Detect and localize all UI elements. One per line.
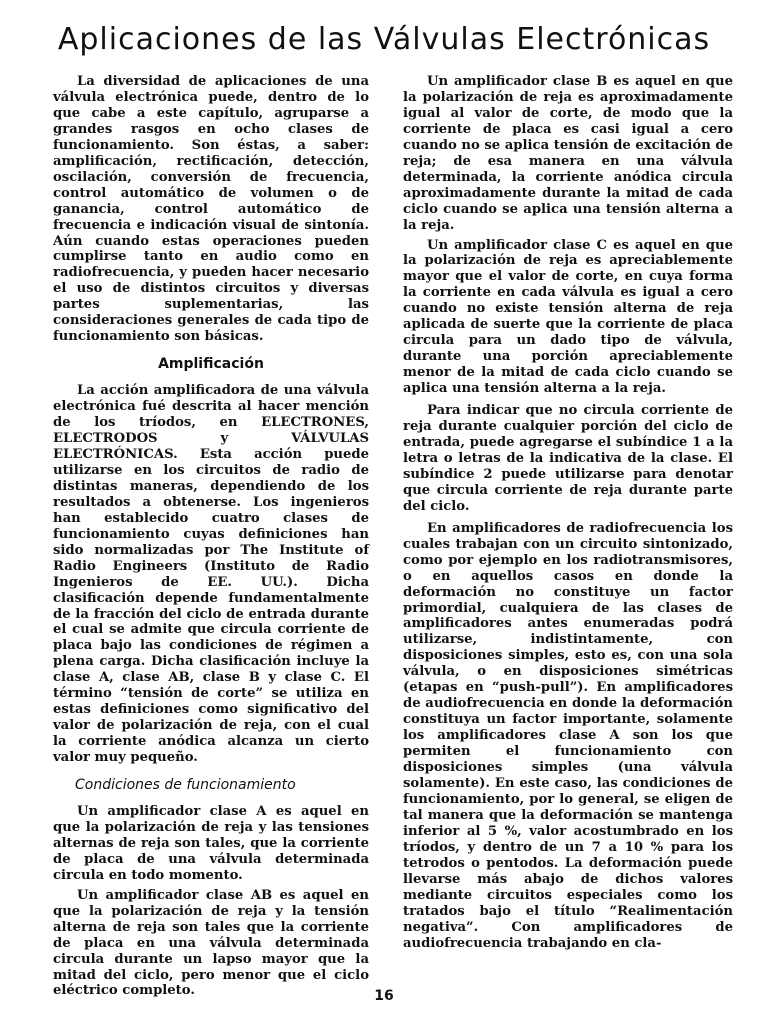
page-title: Aplicaciones de las Válvulas Electrónicas: [57, 22, 711, 57]
section-heading-condiciones: Condiciones de funcionamiento: [75, 777, 296, 794]
amplificacion-paragraph: La acción amplificadora de una válvula electrónica fué descrita al hacer mención de los tríodos, en ELECTRONES, ELECTRODOS y VÁLVULAS ELECTRÓNICAS. Esta acción puede utilizarse en los circuitos de radio de distintas maneras, dependiendo de los resultados a obtenerse. Los ingenieros han establecido cuatro clases de funcionamiento cuyas definiciones han sido normalizadas por The Institute of Radio Engineers (Instituto de Radio Ingenieros de EE. UU.). Dicha clasificación depende fundamentalmente de la fracción del ciclo de entrada durante el cual se admite que circula corriente de placa bajo las condiciones de régimen a plena carga. Dicha clasificación incluye la clase A, clase AB, clase B y clase C. El término “tensión de corte” se utiliza en estas definiciones como significativo del valor de polarización de reja, con el cual la corriente anódica alcanza un cierto valor muy pequeño.: [53, 383, 369, 766]
clase-a-paragraph: Un amplificador clase A es aquel en que la polarización de reja y las tensiones alternas de reja son tales, que la corriente de placa de una válvula determinada circula en todo momento.: [53, 803, 369, 883]
clase-b-paragraph: Un amplificador clase B es aquel en que la polarización de reja es aproximadamente igual al valor de corte, de modo que la corriente de placa es casi igual a cero cuando no se aplica tensión de excitación de reja; de esa manera en una válvula determinada, la corriente anódica circula aproximadamente durante la mitad de cada ciclo cuando se aplica una tensión alterna a la reja.: [403, 74, 733, 233]
left-column: [53, 74, 369, 1005]
clase-ab-paragraph: Un amplificador clase AB es aquel en que la polarización de reja y la tensión alterna de reja son tales que la corriente de placa en una válvula determinada circula durante un lapso mayor que la mitad del ciclo, pero menor que el ciclo eléctrico completo.: [53, 887, 369, 999]
intro-paragraph: La diversidad de aplicaciones de una válvula electrónica puede, dentro de lo que cabe a este capítulo, agruparse a grandes rasgos en ocho clases de funcionamiento. Son éstas, a saber: amplificación, rectificación, detección, oscilación, conversión de frecuencia, control automático de volumen o de ganancia, control automático de frecuencia e indicación visual de sintonía. Aún cuando estas operaciones pueden cumplirse tanto en audio como en radiofrecuencia, y pueden hacer necesario el uso de distintos circuitos y diversas partes suplementarias, las consideraciones generales de cada tipo de funcionamiento son básicas.: [53, 74, 369, 345]
subindice-paragraph: Para indicar que no circula corriente de reja durante cualquier porción del ciclo de entrada, puede agregarse el subíndice 1 a la letra o letras de la indicativa de la clase. El subíndice 2 puede utilizarse para denotar que circula corriente de reja durante parte del ciclo.: [403, 403, 733, 514]
page-number: 16: [374, 988, 394, 1004]
section-heading-amplificacion: Amplificación: [158, 356, 264, 373]
clase-c-paragraph: Un amplificador clase C es aquel en que la polarización de reja es apreciablemente mayor que el valor de corte, en cuya forma la corriente en cada válvula es igual a cero cuando no existe tensión alterna de reja aplicada de suerte que la corriente de placa circula para un dado tipo de válvula, durante una porción apreciablemente menor de la mitad de cada ciclo cuando se aplica una tensión alterna a la reja.: [403, 237, 733, 397]
radiofrecuencia-paragraph: En amplificadores de radiofrecuencia los cuales trabajan con un circuito sintonizado, como por ejemplo en los radiotransmisores, o en aquellos casos en donde la deformación no constituye un factor primordial, cualquiera de las clases de amplificadores antes enumeradas podrá utilizarse, indistintamente, con disposiciones simples, esto es, con una sola válvula, o en disposiciones simétricas (etapas en “push-pull”). En amplificadores de audiofrecuencia en donde la deformación constituya un factor importante, solamente los amplificadores clase A son los que permiten el funcionamiento con disposiciones simples (una válvula solamente). En este caso, las condiciones de funcionamiento, por lo general, se eligen de tal manera que la deformación se mantenga inferior al 5 %, valor acostumbrado en los tríodos, y dentro de un 7 a 10 % para los tetrodos o pentodos. La deformación puede llevarse más abajo de dichos valores mediante circuitos especiales como los tratados bajo el título “Realimentación negativa”. Con amplificadores de audiofrecuencia trabajando en cla-: [403, 520, 733, 951]
right-column: [403, 74, 733, 957]
